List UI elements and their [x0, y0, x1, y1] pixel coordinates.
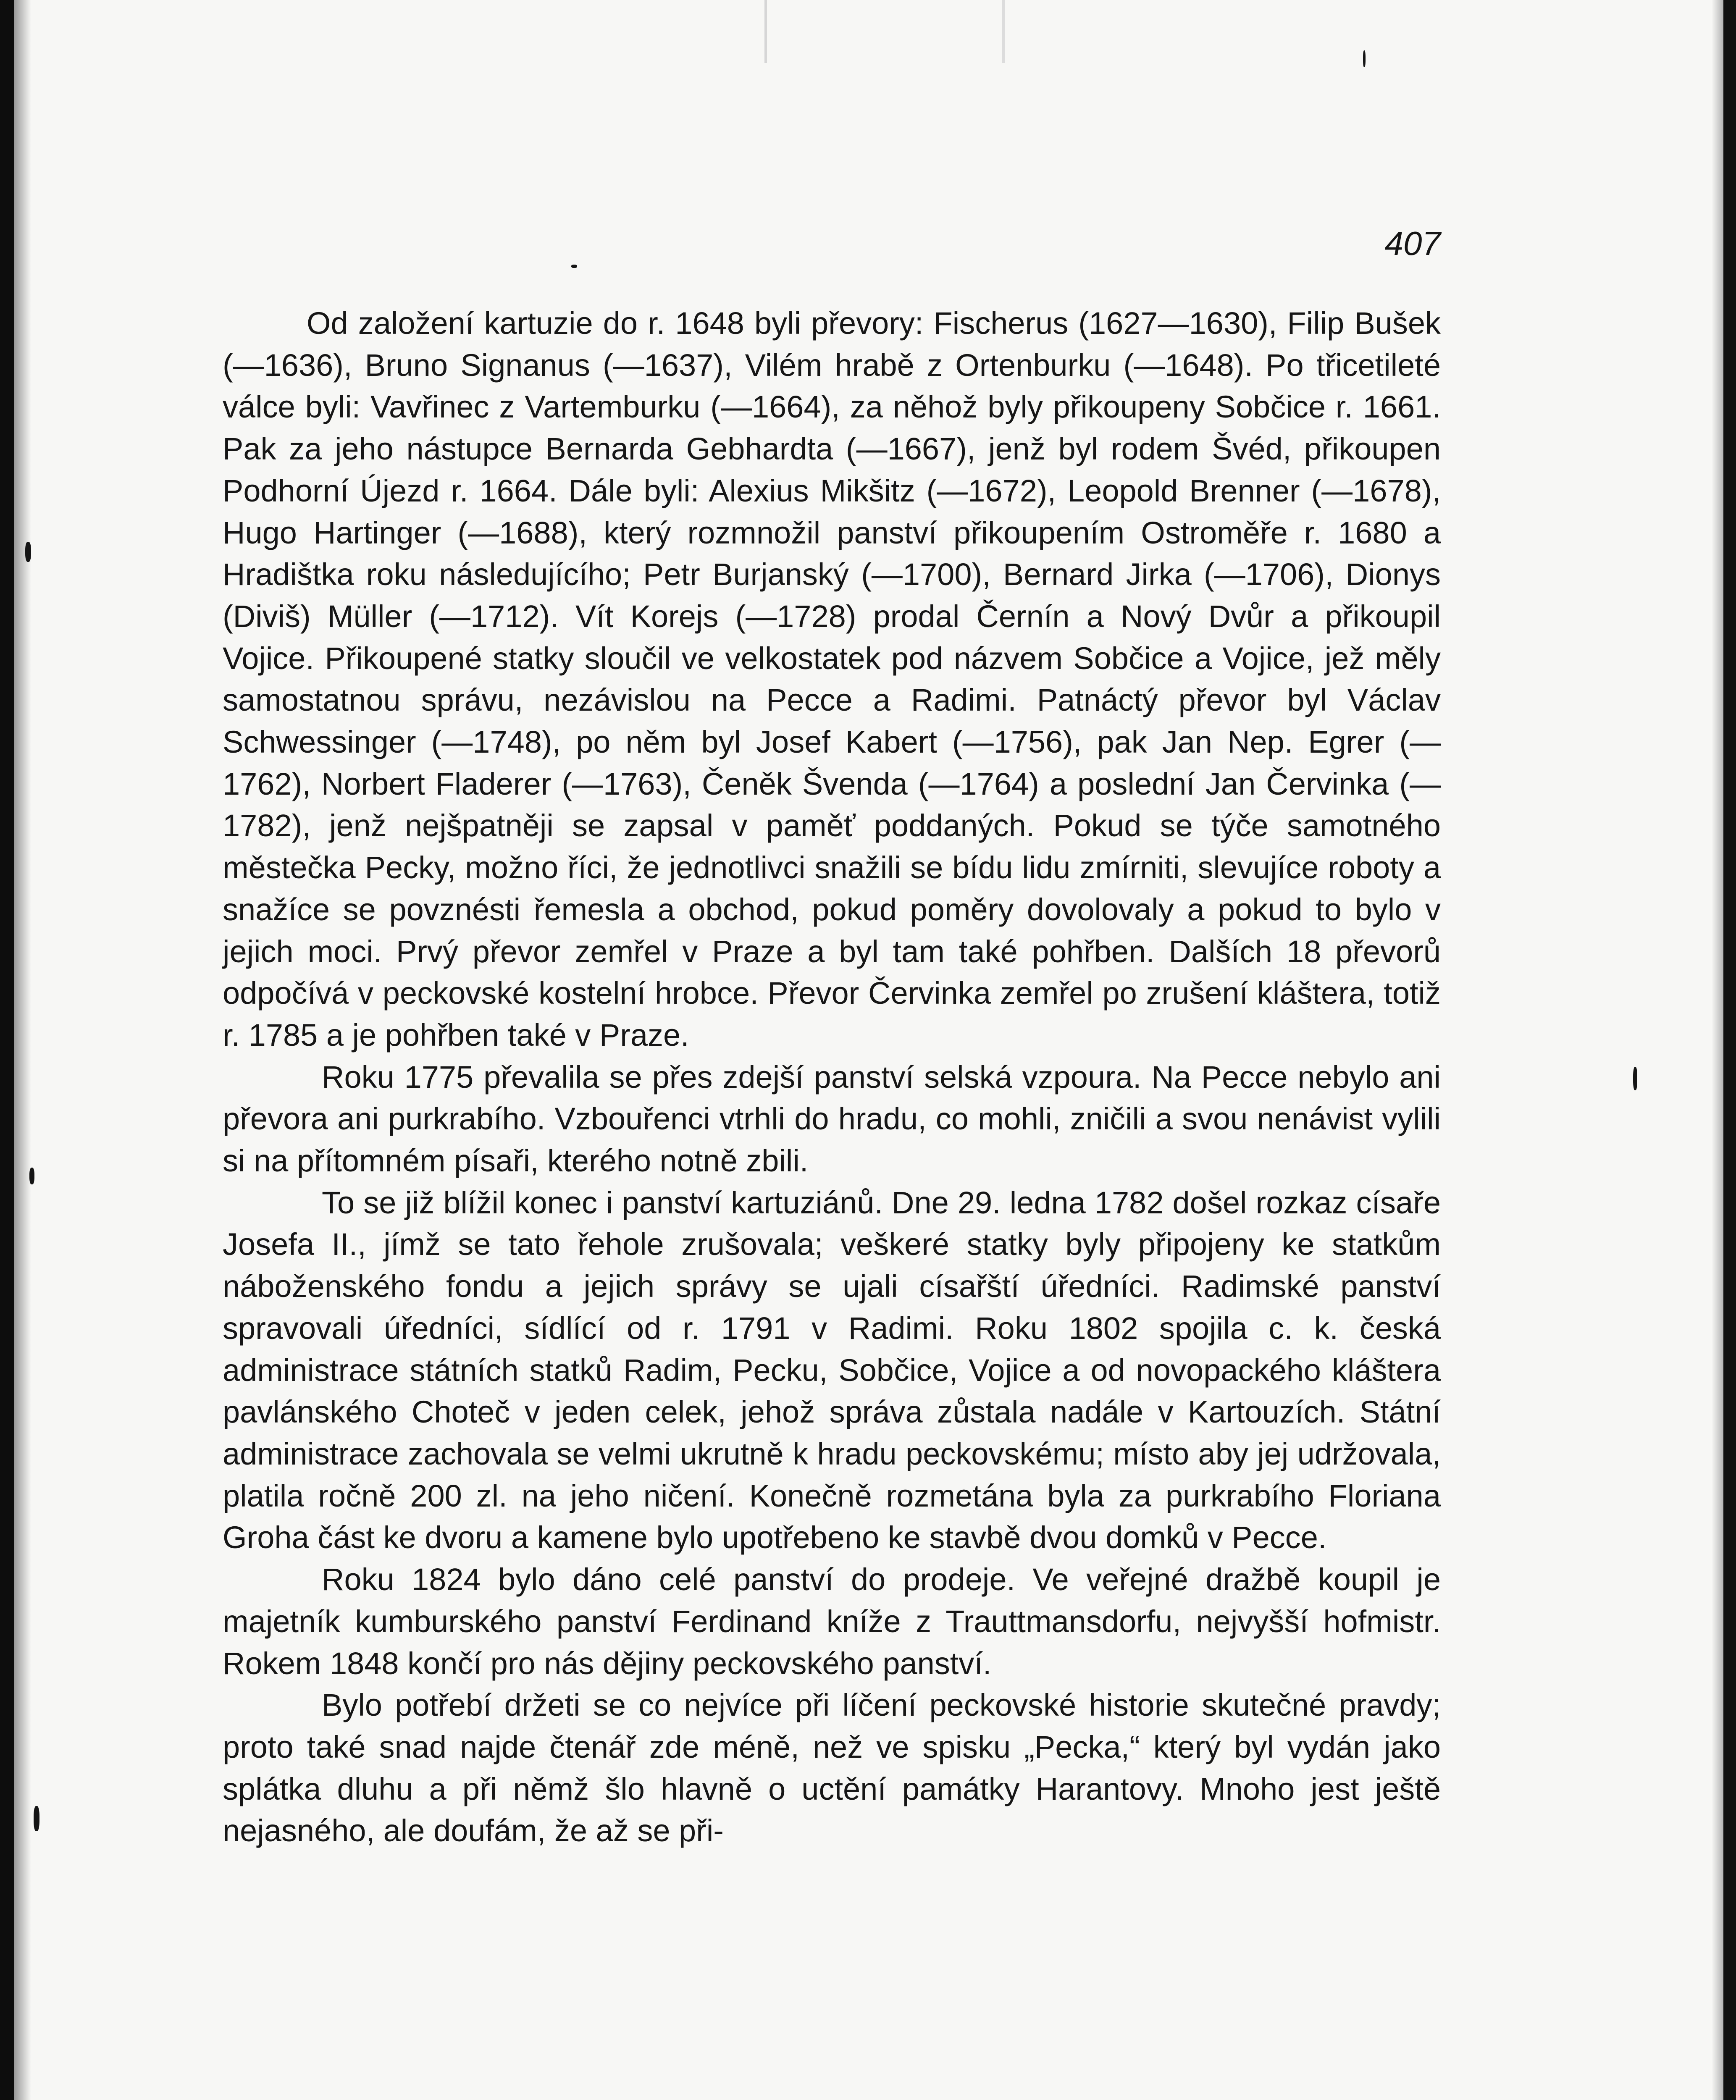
- paragraph: Od založení kartuzie do r. 1648 byli převory: Fischerus (1627—1630), Filip Bušek (—1636), Bruno Signanus (—1637), Vilém hrabě z Ortenburku (—1648). Po třicetileté válce byli: Vavřinec z Vartemburku (—1664), za něhož byly přikoupeny Sobčice r. 1661. Pak za jeho nástupce Bernarda Gebhardta (—1667), jenž byl rodem Švéd, přikoupen Podhorní Újezd r. 1664. Dále byli: Alexius Mikšitz (—1672), Leopold Brenner (—1678), Hugo Hartinger (—1688), který rozmnožil panství přikoupením Ostroměře r. 1680 a Hradištka roku následujícího; Petr Burjanský (—1700), Bernard Jirka (—1706), Dionys (Diviš) Müller (—1712). Vít Korejs (—1728) prodal Černín a Nový Dvůr a přikoupil Vojice. Přikoupené statky sloučil ve velkostatek pod názvem Sobčice a Vojice, jež měly samostatnou správu, nezávislou na Pecce a Radimi. Patnáctý převor byl Václav Schwessinger (—1748), po něm byl Josef Kabert (—1756), pak Jan Nep. Egrer (—1762), Norbert Fladerer (—1763), Čeněk Švenda (—1764) a poslední Jan Červinka (—1782), jenž nejšpatněji se zapsal v paměť poddaných. Pokud se týče samotného městečka Pecky, možno říci, že jednotlivci snažili se bídu lidu zmírniti, slevujíce roboty a snažíce se povznésti řemesla a obchod, pokud poměry dovolovaly a pokud to bylo v jejich moci. Prvý převor zemřel v Praze a byl tam také pohřben. Dalších 18 převorů odpočívá v peckovské kostelní hrobce. Převor Červinka zemřel po zrušení kláštera, totiž r. 1785 a je pohřben také v Praze.: [223, 306, 1441, 1053]
- scan-speck: [1363, 50, 1366, 67]
- scan-speck: [25, 542, 31, 562]
- scan-right-shadow: [1712, 0, 1723, 2100]
- paragraph: Bylo potřebí držeti se co nejvíce při líčení peckovské historie skutečné pravdy; proto také snad najde čtenář zde méně, než ve spisku „Pecka,“ který byl vydán jako splátka dluhu a při němž šlo hlavně o uctění památky Harantovy. Mnoho jest ještě nejasného, ale doufám, že až se při-: [223, 1688, 1441, 1848]
- scan-left-edge: [0, 0, 14, 2100]
- paragraph: Roku 1824 bylo dáno celé panství do prodeje. Ve veřejné dražbě koupil je majetník kumburského panství Ferdinand kníže z Trauttmansdorfu, nejvyšší hofmistr. Rokem 1848 končí pro nás dějiny peckovského panství.: [223, 1562, 1441, 1681]
- scan-speck: [34, 1806, 39, 1831]
- scan-speck: [29, 1168, 34, 1184]
- scan-speck: [1633, 1067, 1637, 1090]
- paragraph: To se již blížil konec i panství kartuziánů. Dne 29. ledna 1782 došel rozkaz císaře Josefa II., jímž se tato řehole zrušovala; veškeré statky byly připojeny ke statkům náboženského fondu a jejich správy se ujali císařští úředníci. Radimské panství spravovali úředníci, sídlící od r. 1791 v Radimi. Roku 1802 spojila c. k. česká administrace státních statků Radim, Pecku, Sobčice, Vojice a od novopackého kláštera pavlánského Choteč v jeden celek, jehož správa zůstala nadále v Kartouzích. Státní administrace zachovala se velmi ukrutně k hradu peckovskému; místo aby jej udržovala, platila ročně 200 zl. na jeho ničení. Konečně rozmetána byla za purkrabího Floriana Groha část ke dvoru a kamene bylo upotřebeno ke stavbě dvou domků v Pecce.: [223, 1185, 1441, 1555]
- body-text: [223, 302, 1441, 1852]
- scan-right-edge: [1723, 0, 1736, 2100]
- bleed-through-mark: [764, 0, 1005, 63]
- scan-left-shadow: [14, 0, 31, 2100]
- paragraph: Roku 1775 převalila se přes zdejší panství selská vzpoura. Na Pecce nebylo ani převora ani purkrabího. Vzbouřenci vtrhli do hradu, co mohli, zničili a svou nenávist vylili si na přítomném písaři, kterého notně zbili.: [223, 1059, 1441, 1179]
- page-number: 407: [1384, 225, 1441, 262]
- scan-speck: [571, 265, 577, 268]
